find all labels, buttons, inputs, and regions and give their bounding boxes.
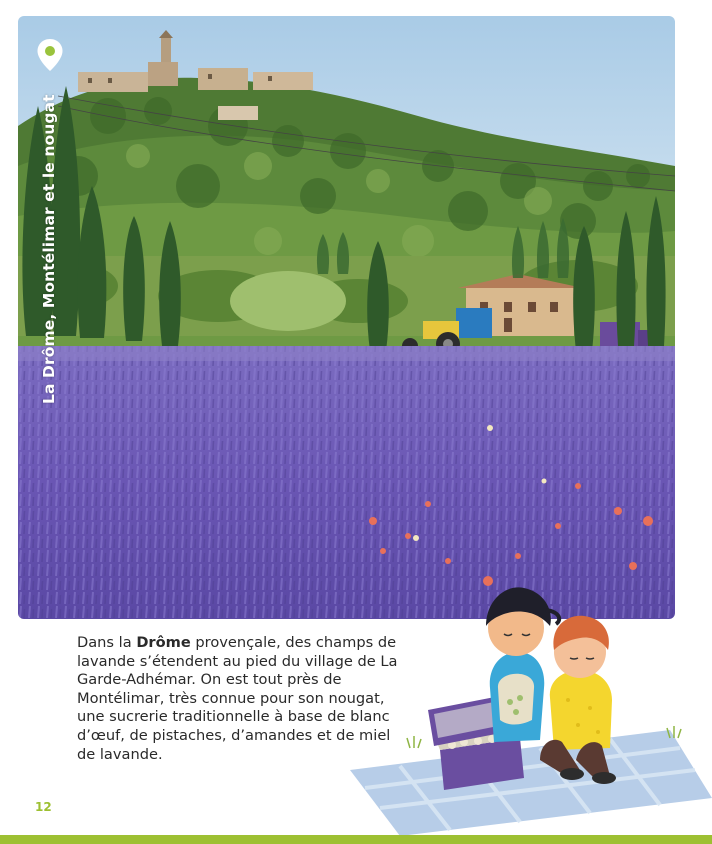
children-picnic-illustration (340, 570, 712, 838)
side-title: La Drôme, Montélimar et le nougat (40, 94, 58, 404)
page-number: 12 (35, 800, 52, 814)
lavender-field-photo (18, 16, 675, 619)
body-intro: Dans la (77, 634, 137, 651)
bottom-accent-bar (0, 835, 712, 844)
body-text: provençale, des champs de lavande s’étendent au pied du village de La Garde-Adhémar. On est tout près de Montélimar, très connue pour son nougat, une sucrerie traditionnelle à base de blanc d’œuf, de pistaches, d’amandes et de miel de lavande. (77, 634, 398, 763)
body-bold-term: Drôme (136, 634, 191, 651)
